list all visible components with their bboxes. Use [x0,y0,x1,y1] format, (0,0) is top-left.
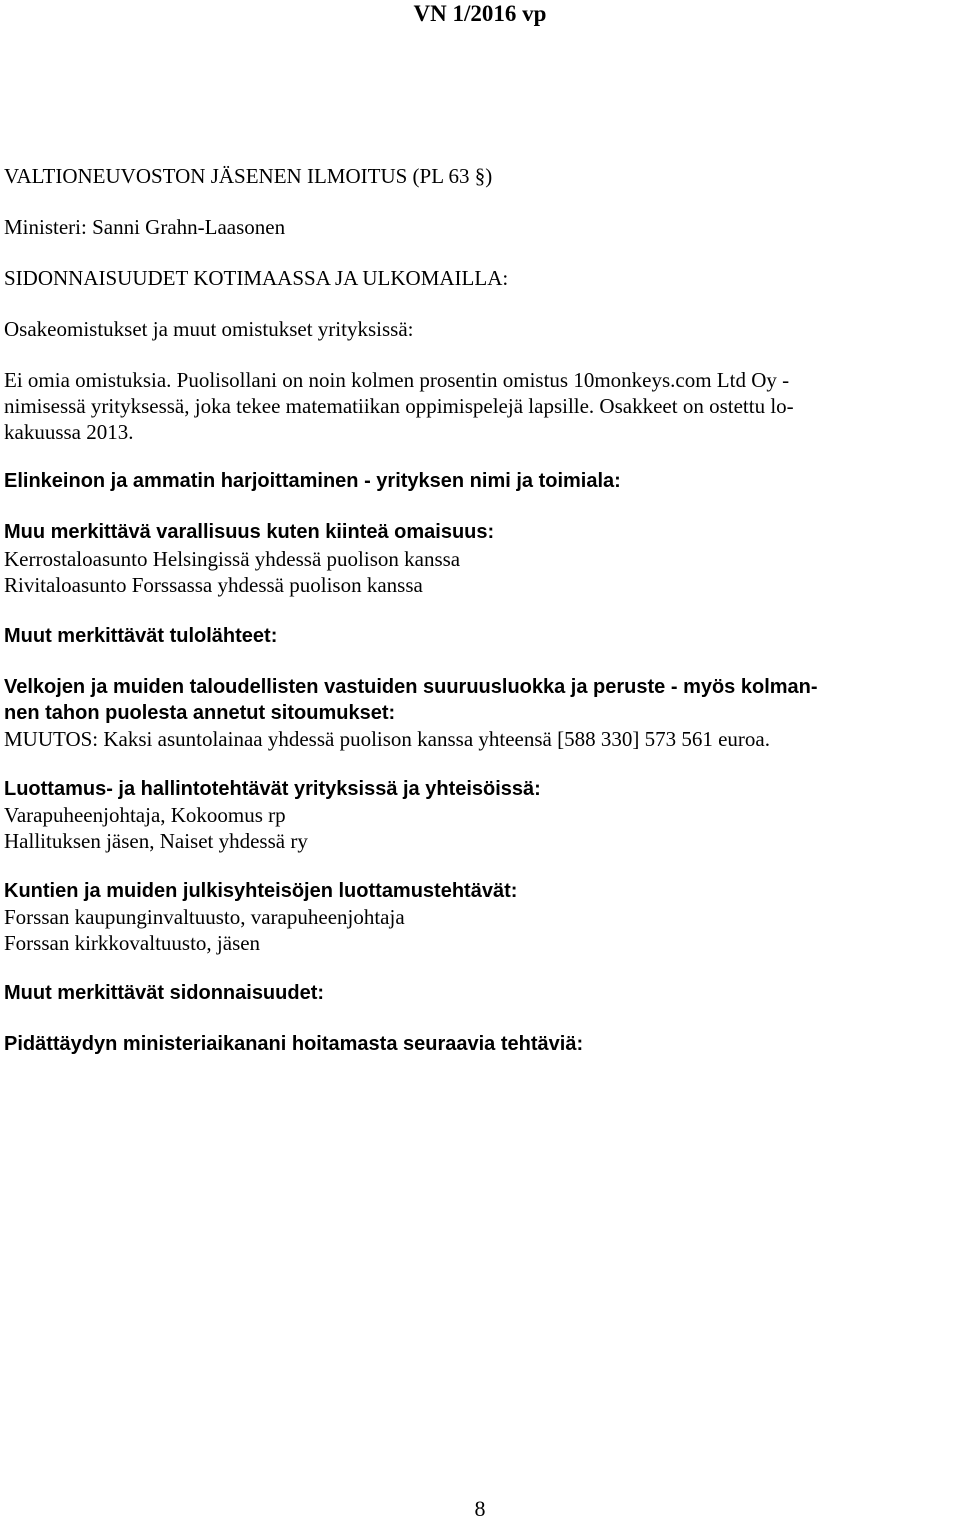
sidonnaisuudet-muut-heading: Muut merkittävät sidonnaisuudet: [4,982,325,1004]
luottamus-heading: Luottamus- ja hallintotehtävät yrityksissä ja yhteisöissä: [4,778,541,800]
kuntien-item: Forssan kaupunginvaltuusto, varapuheenjohtaja [4,905,405,929]
velkojen-heading: Velkojen ja muiden taloudellisten vastuiden suuruusluokka ja peruste - myös kolman- [4,676,818,698]
document-title: VALTIONEUVOSTON JÄSENEN ILMOITUS (PL 63 §) [4,164,493,188]
velkojen-item: MUUTOS: Kaksi asuntolainaa yhdessä puolison kanssa yhteensä [588 330] 573 561 euroa. [4,727,770,751]
varallisuus-item: Rivitaloasunto Forssassa yhdessä puolison kanssa [4,573,423,597]
document-number-header: VN 1/2016 vp [413,1,547,26]
page-number: 8 [474,1496,486,1521]
osakeomistukset-line: nimisessä yrityksessä, joka tekee matematiikan oppimispelejä lapsille. Osakkeet on ostettu lo- [4,394,794,418]
tulolahteet-heading: Muut merkittävät tulolähteet: [4,625,278,647]
luottamus-item: Varapuheenjohtaja, Kokoomus rp [4,803,286,827]
varallisuus-item: Kerrostaloasunto Helsingissä yhdessä puolison kanssa [4,547,461,571]
minister-name: Ministeri: Sanni Grahn-Laasonen [4,215,286,239]
elinkeino-heading: Elinkeinon ja ammatin harjoittaminen - yrityksen nimi ja toimiala: [4,470,621,492]
luottamus-item: Hallituksen jäsen, Naiset yhdessä ry [4,829,308,853]
varallisuus-heading: Muu merkittävä varallisuus kuten kiinteä omaisuus: [4,521,495,543]
osakeomistukset-heading: Osakeomistukset ja muut omistukset yrityksissä: [4,317,414,341]
velkojen-heading-cont: nen tahon puolesta annetut sitoumukset: [4,702,396,724]
osakeomistukset-line: Ei omia omistuksia. Puolisollani on noin kolmen prosentin omistus 10monkeys.com Ltd Oy - [4,368,790,392]
kuntien-heading: Kuntien ja muiden julkisyhteisöjen luottamustehtävät: [4,880,518,902]
osakeomistukset-line: kakuussa 2013. [4,420,134,444]
sidonnaisuudet-heading: SIDONNAISUUDET KOTIMAASSA JA ULKOMAILLA: [4,266,509,290]
kuntien-item: Forssan kirkkovaltuusto, jäsen [4,931,261,955]
pidattaydyn-heading: Pidättäydyn ministeriaikanani hoitamasta seuraavia tehtäviä: [4,1033,584,1055]
